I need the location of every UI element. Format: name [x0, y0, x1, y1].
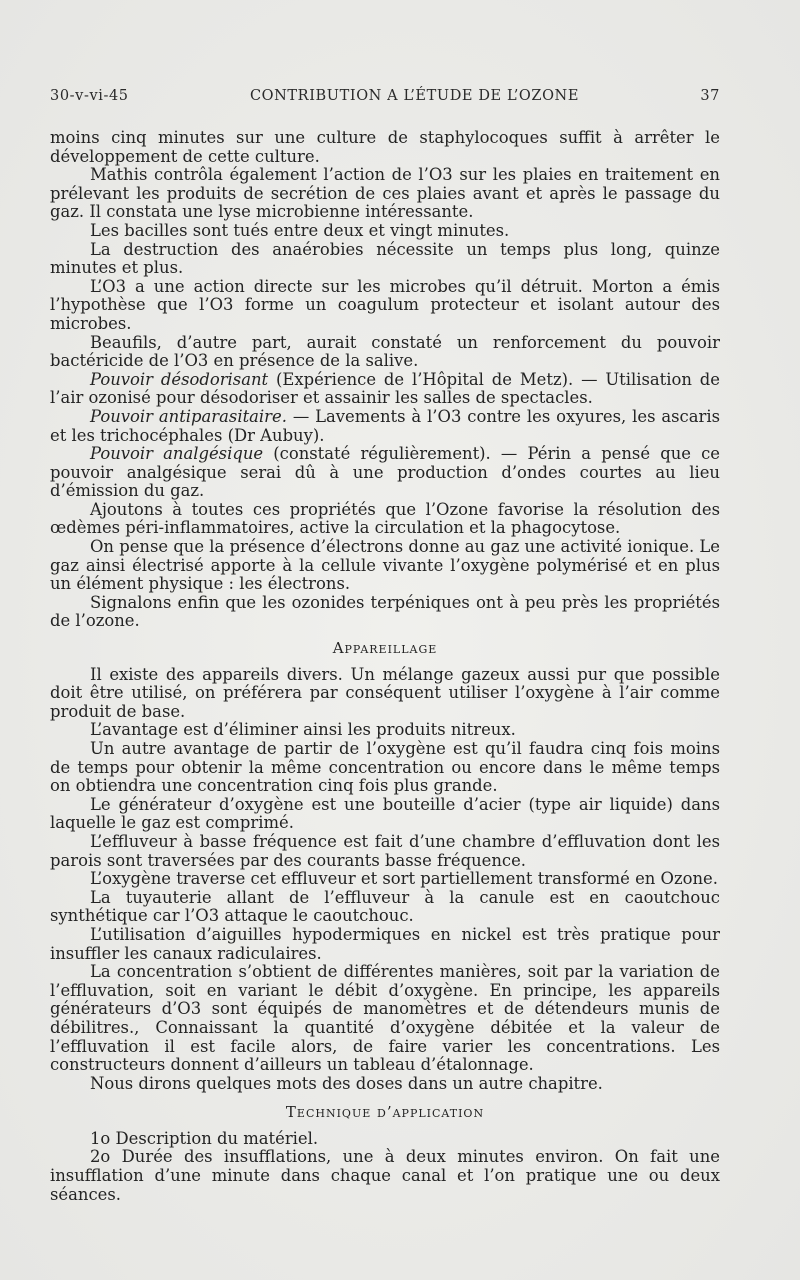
body-text [50, 129, 720, 1204]
paragraph: Signalons enfin que les ozonides terpéniques ont à peu près les propriétés de l’ozone. [50, 592, 720, 631]
paragraph: Beaufils, d’autre part, aurait constaté un renforcement du pouvoir bactéricide de l’O3 en présence de la salive. [50, 332, 720, 371]
property-paragraph [50, 371, 720, 408]
paragraph: 1o Description du matériel. [90, 1128, 319, 1148]
paragraph: 2o Durée des insufflations, une à deux minutes environ. On fait une insufflation d’une minute dans chaque canal et l’on pratique une ou deux séances. [50, 1147, 720, 1204]
paragraph: Les bacilles sont tués entre deux et vingt minutes. [90, 220, 510, 240]
paragraph: Il existe des appareils divers. Un mélange gazeux aussi pur que possible doit être utilisé, on préférera par conséquent utiliser l’oxygène à l’air comme produit de base. [50, 664, 720, 721]
section-heading-technique: Technique d’application [285, 1103, 485, 1122]
paragraph: Ajoutons à toutes ces propriétés que l’Ozone favorise la résolution des œdèmes péri-inflammatoires, active la circulation et la phagocytose. [50, 499, 720, 538]
section-technique [50, 1130, 720, 1204]
paragraph: Mathis contrôla également l’action de l’O3 sur les plaies en traitement en prélevant les produits de secrétion de ces plaies avant et après le passage du gaz. Il constata une lyse microbienne intéressante. [50, 165, 720, 222]
paragraph: L’effluveur à basse fréquence est fait d’une chambre d’effluvation dont les parois sont traversées par des courants basse fréquence. [50, 831, 720, 870]
property-title: Pouvoir désodorisant [90, 369, 269, 389]
paragraph: moins cinq minutes sur une culture de staphylocoques suffit à arrêter le développement de cette culture. [50, 128, 720, 166]
property-text: (constaté régulièrement). — Périn a pensé que ce pouvoir analgésique serai dû à une production d’ondes courtes au lieu d’émission du gaz. [50, 444, 720, 501]
paragraph: Nous dirons quelques mots des doses dans un autre chapitre. [90, 1073, 603, 1093]
page-number: 37 [700, 88, 720, 104]
section-appareillage [50, 666, 720, 1094]
paragraph: On pense que la présence d’électrons donne au gaz une activité ionique. Le gaz ainsi électrisé apporte à la cellule vivante l’oxygène polymérisé et en plus un élément physique : les électrons. [50, 537, 720, 594]
paragraph: La concentration s’obtient de différentes manières, soit par la variation de l’effluvation, soit en variant le débit d’oxygène. En principe, les appareils générateurs d’O3 sont équipés de manomètres et de détendeurs munis de débilitres., Connaissant la quantité d’oxygène débitée et la valeur de l’effluvation il est facile alors, de faire varier les concentrations. Les constructeurs donnent d’ailleurs un tableau d’étalonnage. [50, 962, 720, 1075]
property-paragraph [50, 445, 720, 501]
header-title: CONTRIBUTION A L’ÉTUDE DE L’OZONE [249, 88, 580, 104]
property-title: Pouvoir analgésique [90, 444, 264, 464]
paragraph: Un autre avantage de partir de l’oxygène est qu’il faudra cinq fois moins de temps pour obtenir la même concentration ou encore dans le même temps on obtiendra une concentration cinq fois plus grande. [50, 739, 720, 796]
property-text: — Lavements à l’O3 contre les oxyures, les ascaris et les trichocéphales (Dr Aubuy). [50, 406, 720, 445]
section-heading-appareillage: Appareillage [332, 639, 438, 658]
property-title: Pouvoir antiparasitaire. [90, 406, 287, 426]
paragraph: Le générateur d’oxygène est une bouteille d’acier (type air liquide) dans laquelle le gaz est comprimé. [50, 794, 720, 833]
paragraph: La destruction des anaérobies nécessite un temps plus long, quinze minutes et plus. [50, 239, 720, 278]
running-header [50, 88, 720, 104]
property-paragraph [50, 408, 720, 445]
paragraph: L’O3 a une action directe sur les microbes qu’il détruit. Morton a émis l’hypothèse que l’O3 forme un coagulum protecteur et isolant autour des microbes. [50, 276, 720, 333]
paragraph: L’avantage est d’éliminer ainsi les produits nitreux. [90, 720, 516, 740]
header-date: 30-v-vi-45 [50, 88, 129, 104]
paragraph: La tuyauterie allant de l’effluveur à la canule est en caoutchouc synthétique car l’O3 attaque le caoutchouc. [50, 887, 720, 926]
paragraph: L’utilisation d’aiguilles hypodermiques en nickel est très pratique pour insuffler les canaux radiculaires. [50, 924, 720, 963]
paragraph: L’oxygène traverse cet effluveur et sort partiellement transformé en Ozone. [90, 869, 718, 889]
property-text: (Expérience de l’Hôpital de Metz). — Utilisation de l’air ozonisé pour désodoriser et assainir les salles de spectacles. [50, 369, 720, 408]
